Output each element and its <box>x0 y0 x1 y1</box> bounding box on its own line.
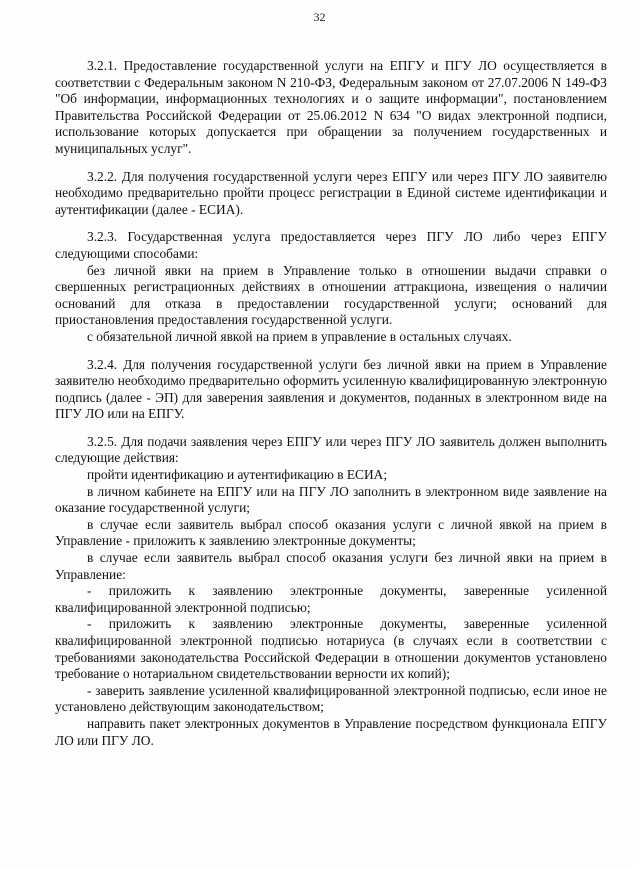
list-item: с обязательной личной явкой на прием в управление в остальных случаях. <box>87 328 512 344</box>
paragraph-3-2-3: 3.2.3. Государственная услуга предоставляется через ПГУ ЛО либо через ЕПГУ следующими способами: <box>55 229 607 261</box>
page-number: 32 <box>313 10 326 24</box>
paragraph-3-2-4: 3.2.4. Для получения государственной услуги без личной явки на прием в Управление заявителю необходимо предварительно оформить усиленную квалифицированную электронную подпись (далее - ЭП) для заверения заявления и документов, поданных в электронном виде на ПГУ ЛО или на ЕПГУ. <box>55 356 607 422</box>
document-body <box>55 58 607 749</box>
list-item: - приложить к заявлению электронные документы, заверенные усиленной квалифицированной электронной подписью; <box>55 583 607 615</box>
list-item: - заверить заявление усиленной квалифицированной электронной подписью, если иное не установлено действующим законодательством; <box>55 682 607 715</box>
list-item: без личной явки на прием в Управление только в отношении выдачи справки о свершенных регистрационных действиях в отношении аттракциона, извещения о наличии оснований для отказа в предоставлении государственной услуги; оснований для приостановления предоставления государственной услуги. <box>55 262 607 328</box>
list-item: направить пакет электронных документов в Управление посредством функционала ЕПГУ ЛО или ПГУ ЛО. <box>55 715 607 748</box>
list-item: - приложить к заявлению электронные документы, заверенные усиленной квалифицированной электронной подписью нотариуса (в случаях если в соответствии с требованиями законодательства Российской Федерации в отношении документов установлено требование о нотариальном свидетельствовании верности их копий); <box>55 616 607 682</box>
paragraph-3-2-2: 3.2.2. Для получения государственной услуги через ЕПГУ или через ПГУ ЛО заявителю необходимо предварительно пройти процесс регистрации в Единой системе идентификации и аутентификации (далее - ЕСИА). <box>55 168 607 217</box>
paragraph-3-2-5: 3.2.5. Для подачи заявления через ЕПГУ или через ПГУ ЛО заявитель должен выполнить следующие действия: <box>55 433 607 466</box>
list-item: пройти идентификацию и аутентификацию в ЕСИА; <box>87 467 388 483</box>
list-item: в личном кабинете на ЕПГУ или на ПГУ ЛО заполнить в электронном виде заявление на оказание государственной услуги; <box>55 483 607 516</box>
list-item: в случае если заявитель выбрал способ оказания услуги без личной явки на прием в Управление: <box>55 550 607 582</box>
paragraph-3-2-1: 3.2.1. Предоставление государственной услуги на ЕПГУ и ПГУ ЛО осуществляется в соответствии с Федеральным законом N 210-ФЗ, Федеральным законом от 27.07.2006 N 149-ФЗ "Об информации, информационных технологиях и о защите информации", постановлением Правительства Российской Федерации от 25.06.2012 N 634 "О видах электронной подписи, использование которых допускается при обращении за получением государственных и муниципальных услуг". <box>55 58 607 156</box>
list-item: в случае если заявитель выбрал способ оказания услуги с личной явкой на прием в Управление - приложить к заявлению электронные документы; <box>55 516 607 549</box>
